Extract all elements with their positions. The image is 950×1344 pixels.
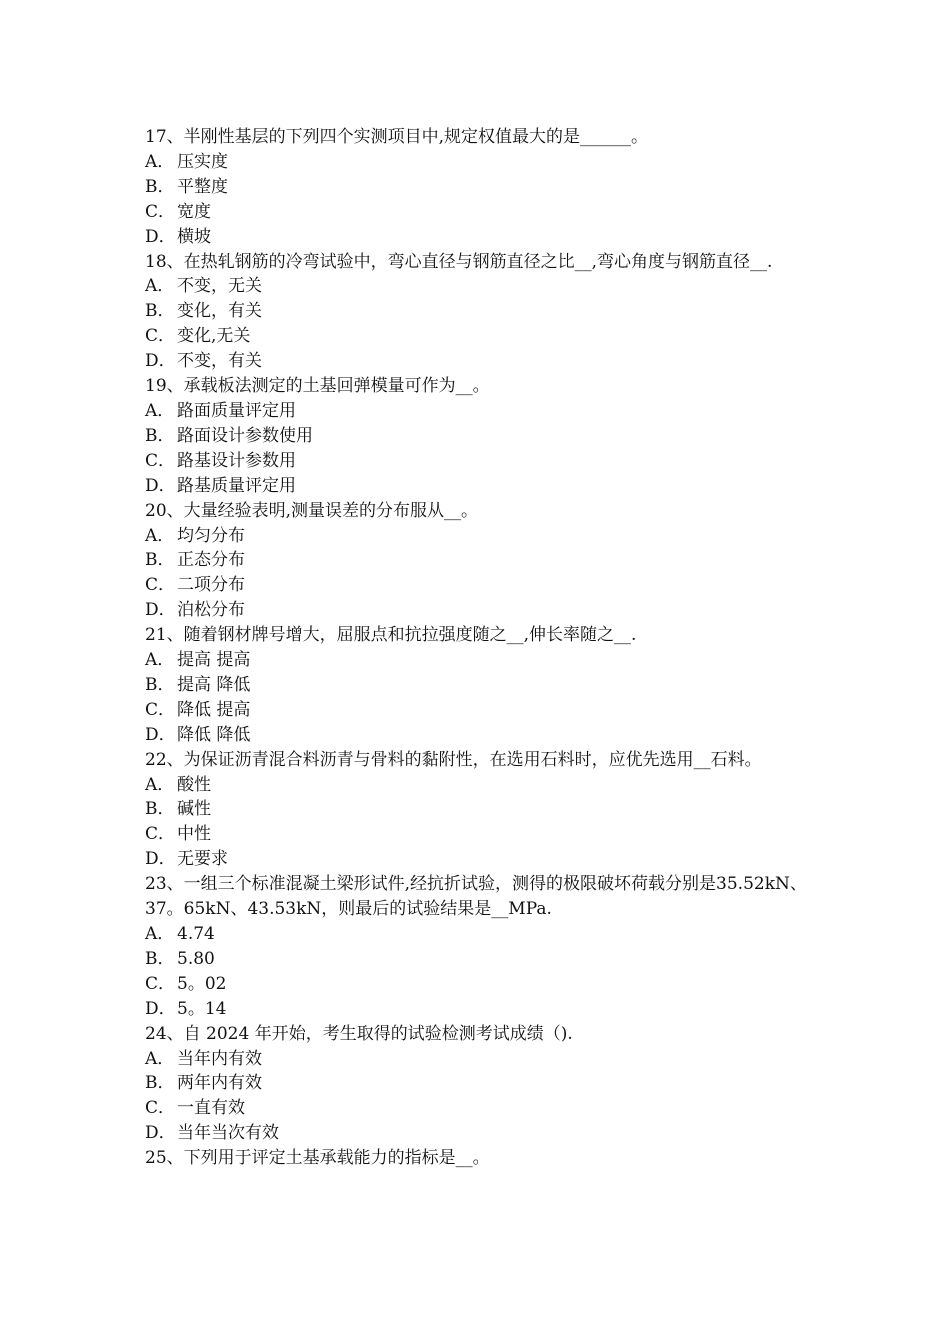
option-letter: A． [145,924,175,944]
answer-option [145,449,810,474]
option-letter: B． [145,1073,175,1094]
answer-option [145,773,810,798]
question-block [145,499,810,624]
option-text: 4.74 [177,924,215,944]
option-letter: C． [145,326,176,347]
option-letter: B． [145,425,175,446]
option-text: 两年内有效 [177,1073,262,1094]
answer-option [145,947,810,972]
option-letter: B． [145,176,175,197]
answer-option [145,997,810,1022]
option-text: 横坡 [177,226,211,247]
option-letter: C． [145,575,176,596]
answer-option [145,1047,810,1072]
answer-option [145,648,810,673]
question-text: 18、在热轧钢筋的冷弯试验中，弯心直径与钢筋直径之比__,弯心角度与钢筋直径__. [145,251,773,272]
option-text: 降低 提高 [177,699,251,720]
option-letter: B． [145,948,175,969]
answer-option [145,299,810,324]
question-text: 25、下列用于评定土基承载能力的指标是__。 [145,1148,490,1169]
question-text: 20、大量经验表明,测量误差的分布服从__。 [145,500,479,521]
answer-option [145,424,810,449]
option-letter: D． [145,724,176,745]
option-letter: B． [145,301,175,322]
question-block [145,374,810,499]
question-block [145,872,810,1021]
option-text: 一直有效 [177,1098,245,1119]
question-list [145,125,810,1171]
option-text: 提高 降低 [177,674,251,695]
option-text: 5。02 [177,973,227,994]
answer-option [145,922,810,947]
option-letter: C． [145,201,176,222]
question-block [145,748,810,873]
answer-option [145,548,810,573]
option-letter: D． [145,226,176,247]
option-text: 当年当次有效 [177,1123,279,1144]
question-text: 19、承载板法测定的土基回弹模量可作为__。 [145,376,490,397]
option-letter: D． [145,1123,176,1144]
answer-option [145,474,810,499]
option-text: 路基质量评定用 [177,475,296,496]
option-text: 5.80 [177,948,215,969]
option-letter: B． [145,550,175,571]
answer-option [145,1071,810,1096]
option-text: 平整度 [177,176,228,197]
option-text: 路基设计参数用 [177,450,296,471]
option-text: 碱性 [177,799,211,820]
question-text: 17、半刚性基层的下列四个实测项目中,规定权值最大的是______。 [145,127,649,147]
question-block [145,623,810,748]
answer-option [145,847,810,872]
question-block [145,1022,810,1147]
option-text: 二项分布 [177,575,245,596]
answer-option [145,1096,810,1121]
option-letter: A． [145,151,175,172]
question-text: 24、自 2024 年开始，考生取得的试验检测考试成绩（). [145,1023,573,1044]
answer-option [145,972,810,997]
option-letter: D． [145,351,176,372]
option-text: 均匀分布 [177,525,245,546]
option-text: 当年内有效 [177,1048,262,1069]
answer-option [145,399,810,424]
answer-option [145,698,810,723]
option-letter: C． [145,973,176,994]
option-text: 宽度 [177,201,211,222]
option-text: 不变，无关 [177,276,262,297]
answer-option [145,573,810,598]
option-text: 中性 [177,824,211,845]
option-text: 泊松分布 [177,600,245,621]
option-letter: C． [145,450,176,471]
option-letter: D． [145,849,176,870]
option-letter: A． [145,650,175,671]
option-text: 路面设计参数使用 [177,425,313,446]
question-block [145,250,810,375]
answer-option [145,175,810,200]
option-letter: B． [145,674,175,695]
answer-option [145,200,810,225]
question-text: 23、一组三个标准混凝土梁形试件,经抗折试验，测得的极限破坏荷载分别是35.52kN、37。65kN、43.53kN，则最后的试验结果是__MPa. [145,874,807,920]
answer-option [145,673,810,698]
option-text: 变化，有关 [177,301,262,322]
answer-option [145,598,810,623]
option-letter: D． [145,475,176,496]
question-block [145,1146,810,1171]
option-text: 不变，有关 [177,351,262,372]
option-letter: A． [145,400,175,421]
option-text: 压实度 [177,151,228,172]
option-letter: C． [145,824,176,845]
answer-option [145,150,810,175]
answer-option [145,822,810,847]
question-text: 22、为保证沥青混合料沥青与骨料的黏附性，在选用石料时，应优先选用__石料。 [145,749,762,770]
option-letter: B． [145,799,175,820]
option-text: 正态分布 [177,550,245,571]
answer-option [145,723,810,748]
option-letter: A． [145,276,175,297]
option-text: 无要求 [177,849,228,870]
option-letter: A． [145,774,175,795]
option-letter: A． [145,525,175,546]
option-text: 酸性 [177,774,211,795]
answer-option [145,274,810,299]
option-letter: C． [145,699,176,720]
option-text: 变化,无关 [177,326,251,347]
answer-option [145,349,810,374]
question-text: 21、随着钢材牌号增大，屈服点和抗拉强度随之__,伸长率随之__. [145,625,637,646]
option-text: 5。14 [177,998,227,1019]
option-text: 路面质量评定用 [177,400,296,421]
answer-option [145,1121,810,1146]
answer-option [145,324,810,349]
option-text: 提高 提高 [177,650,251,671]
option-text: 降低 降低 [177,724,251,745]
option-letter: D． [145,998,176,1019]
answer-option [145,225,810,250]
option-letter: D． [145,600,176,621]
question-block [145,125,810,250]
option-letter: A． [145,1048,175,1069]
answer-option [145,524,810,549]
answer-option [145,797,810,822]
option-letter: C． [145,1098,176,1119]
